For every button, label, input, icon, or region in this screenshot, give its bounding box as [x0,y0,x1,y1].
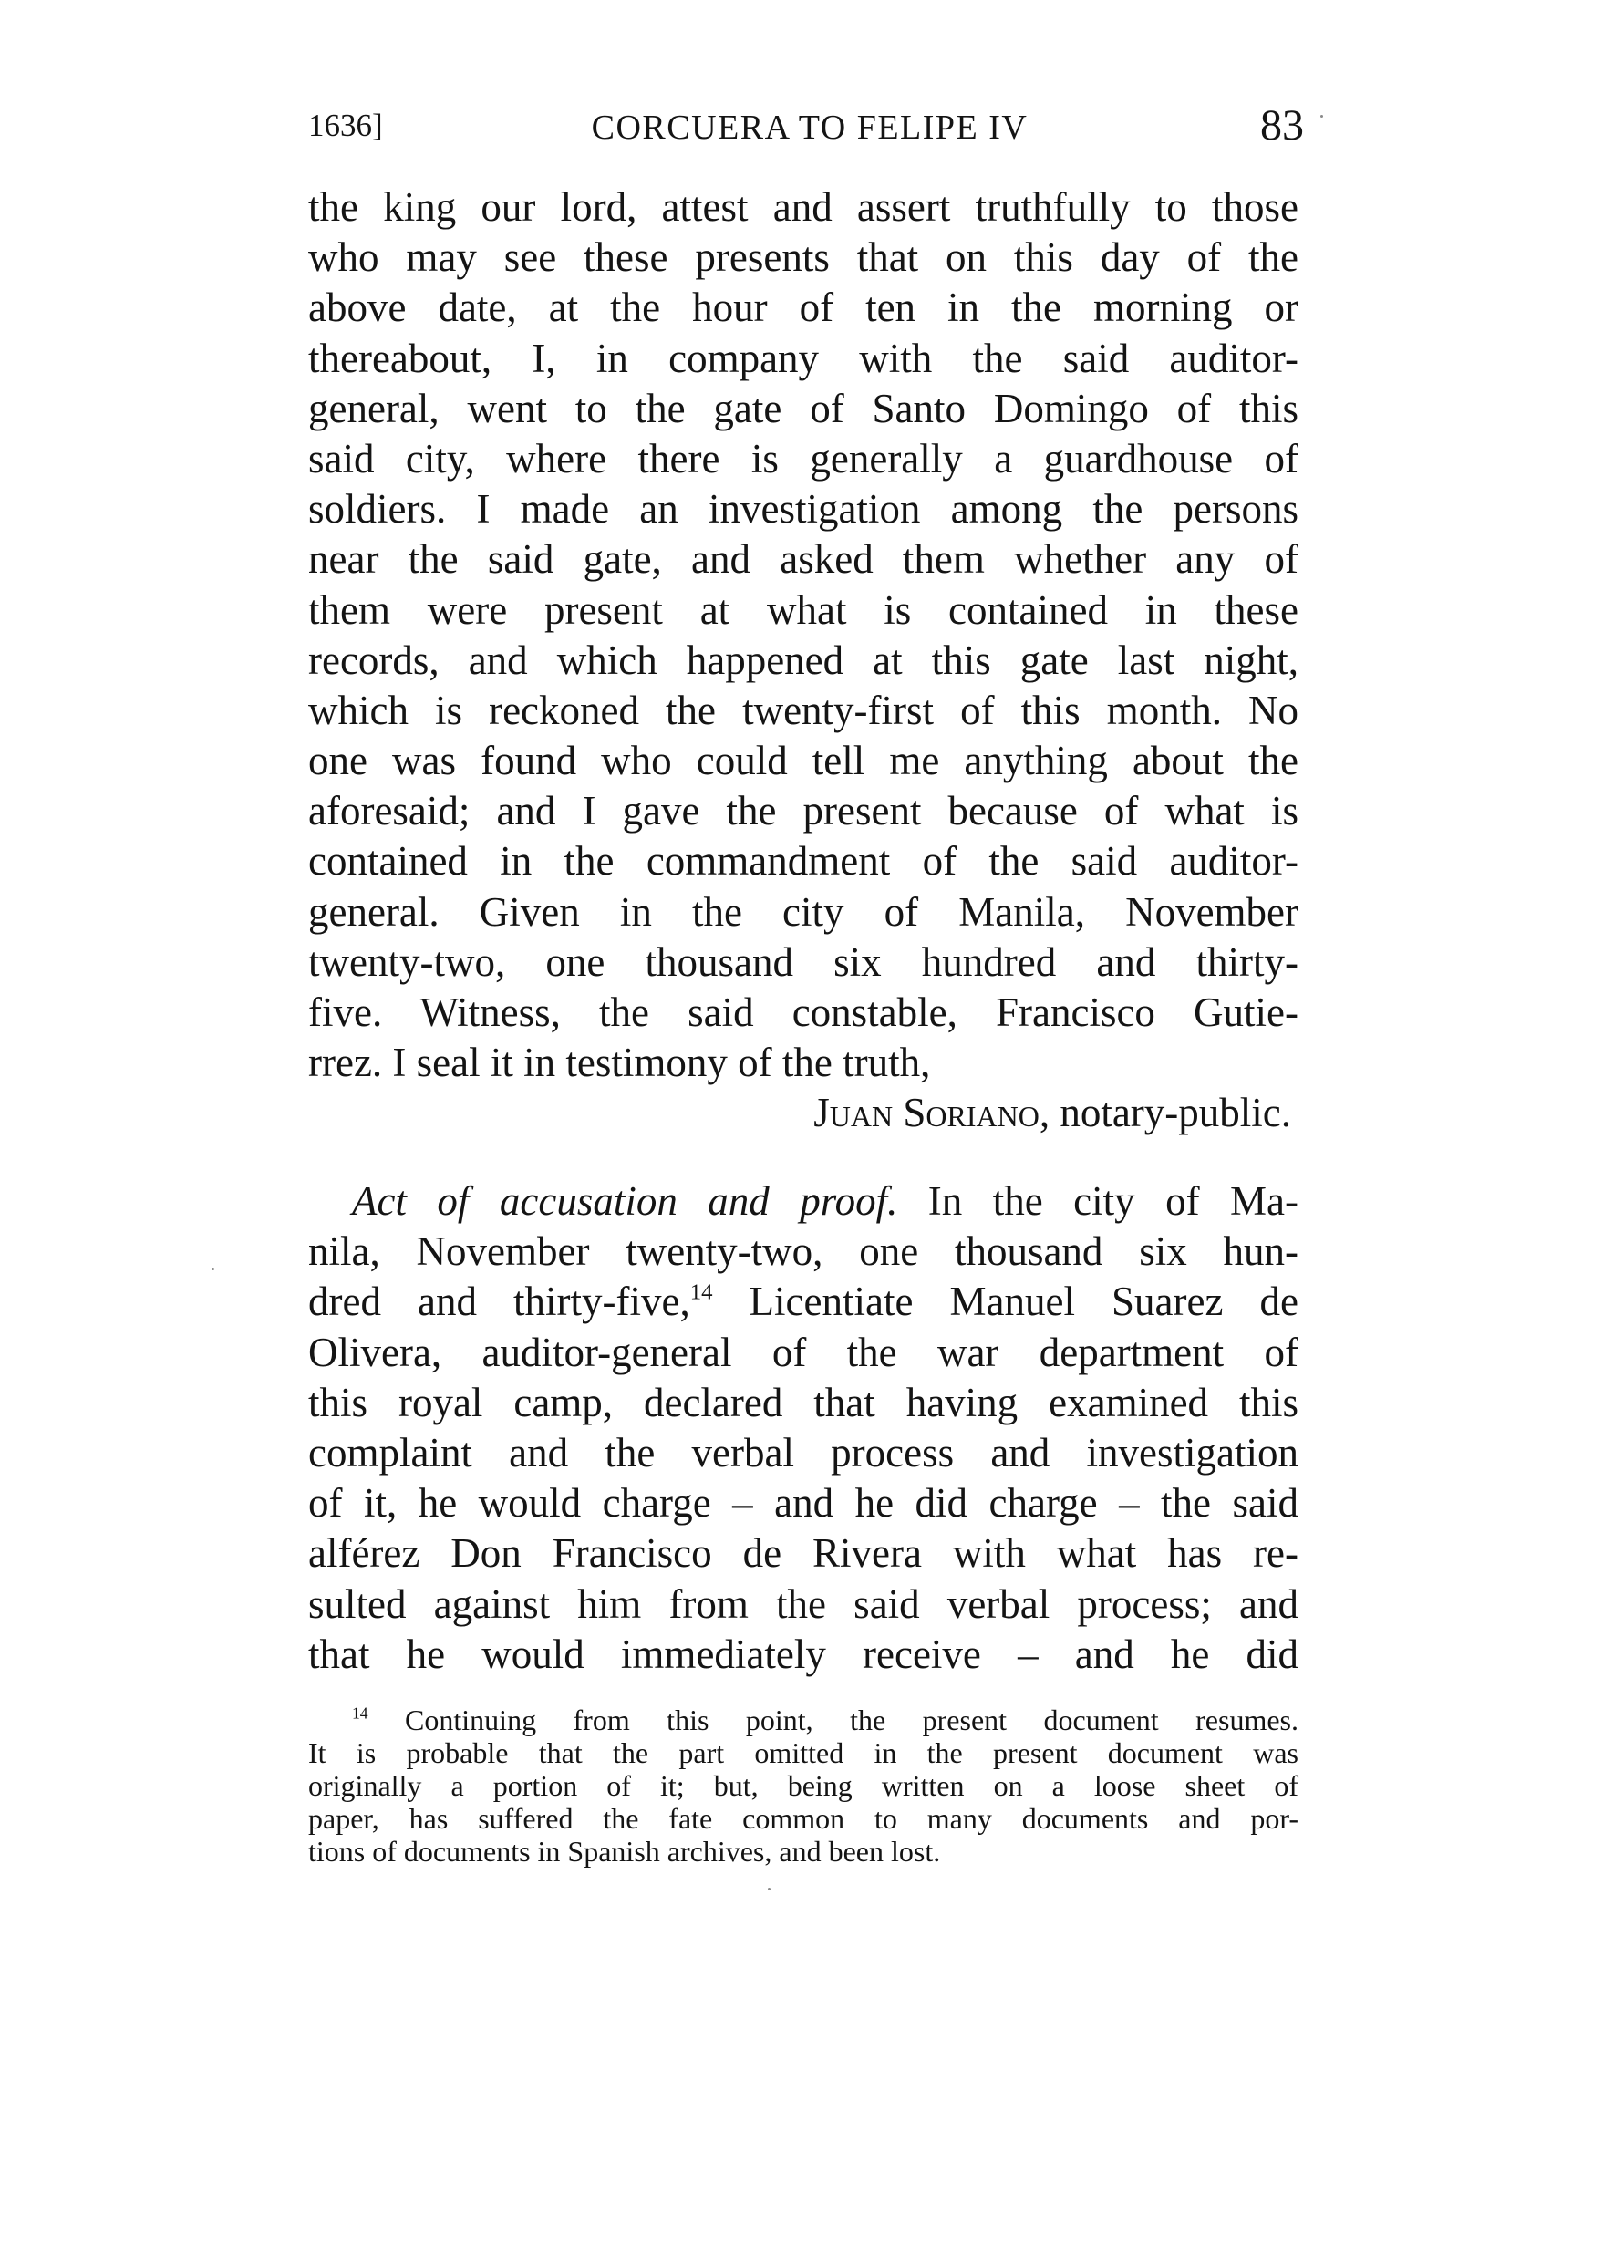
text-line: soldiers. I made an investigation among the persons [308,486,1298,533]
text-line: five. Witness, the said constable, Francisco Gutie- [308,989,1298,1035]
text-line: them were present at what is contained in these [308,586,1298,633]
text-fragment: Licentiate Manuel Suarez de [712,1279,1298,1325]
signature-name: Juan Soriano [813,1090,1040,1136]
footnote-text: Continuing from this point, the present document resumes. [367,1704,1298,1736]
text-line: above date, at the hour of ten in the morning or [308,285,1298,331]
text-fragment: dred and thirty-five, [308,1279,690,1325]
text-line: alférez Don Francisco de Rivera with what has re- [308,1530,1298,1577]
text-line: nila, November twenty-two, one thousand six hun- [308,1228,1298,1275]
text-line: general, went to the gate of Santo Domingo of this [308,385,1298,431]
footnote [308,1704,1298,1868]
text-fragment: In the city of Ma- [897,1178,1298,1224]
footnote-marker: 14 [352,1704,368,1723]
text-line: of it, he would charge – and he did charge – the said [308,1480,1298,1527]
footnote-reference[interactable]: 14 [689,1280,713,1306]
text-line: twenty-two, one thousand six hundred and thirty- [308,938,1298,985]
text-line: said city, where there is generally a guardhouse of [308,435,1298,482]
text-line: that he would immediately receive – and he did [308,1631,1298,1677]
signature-title: , notary-public. [1039,1090,1291,1136]
text-line: this royal camp, declared that having examined this [308,1379,1298,1425]
header-year: 1636] [308,108,383,143]
footnote-line: It is probable that the part omitted in the present document was [308,1736,1298,1769]
section-heading: Act of accusation and proof. [352,1178,898,1224]
footnote-line: originally a portion of it; but, being written on a loose sheet of [308,1769,1298,1802]
text-line: who may see these presents that on this day of the [308,234,1298,281]
text-line: the king our lord, attest and assert truthfully to those [308,184,1298,230]
footnote-line: paper, has suffered the fate common to many documents and por- [308,1802,1298,1835]
text-line: which is reckoned the twenty-first of this month. No [308,687,1298,733]
text-line: complaint and the verbal process and investigation [308,1429,1298,1476]
text-line: contained in the commandment of the said auditor- [308,838,1298,885]
scan-speck [1320,115,1323,118]
text-line [308,1176,1298,1227]
notary-signature [308,1088,1298,1138]
text-line: general. Given in the city of Manila, November [308,888,1298,935]
text-line: one was found who could tell me anything about the [308,738,1298,784]
text-line: records, and which happened at this gate last night, [308,637,1298,683]
paragraph-act-of-accusation [308,1176,1298,1680]
scan-speck [768,1888,771,1890]
text-line: thereabout, I, in company with the said auditor- [308,335,1298,381]
footnote-line: tions of documents in Spanish archives, and been lost. [308,1835,941,1868]
text-line: aforesaid; and I gave the present because of what is [308,788,1298,834]
footnote-line [308,1704,1298,1736]
running-head [308,100,1311,164]
page-number: 83 [1260,101,1304,150]
text-line: near the said gate, and asked them whether any of [308,536,1298,583]
scan-speck [212,1268,214,1270]
header-title: CORCUERA TO FELIPE IV [591,109,1029,147]
text-line: Olivera, auditor-general of the war department of [308,1329,1298,1375]
text-line: rrez. I seal it in testimony of the truth, [308,1040,931,1086]
text-line [308,1277,1298,1327]
text-line: sulted against him from the said verbal process; and [308,1580,1298,1627]
paragraph-notary-attestation [308,182,1298,1139]
